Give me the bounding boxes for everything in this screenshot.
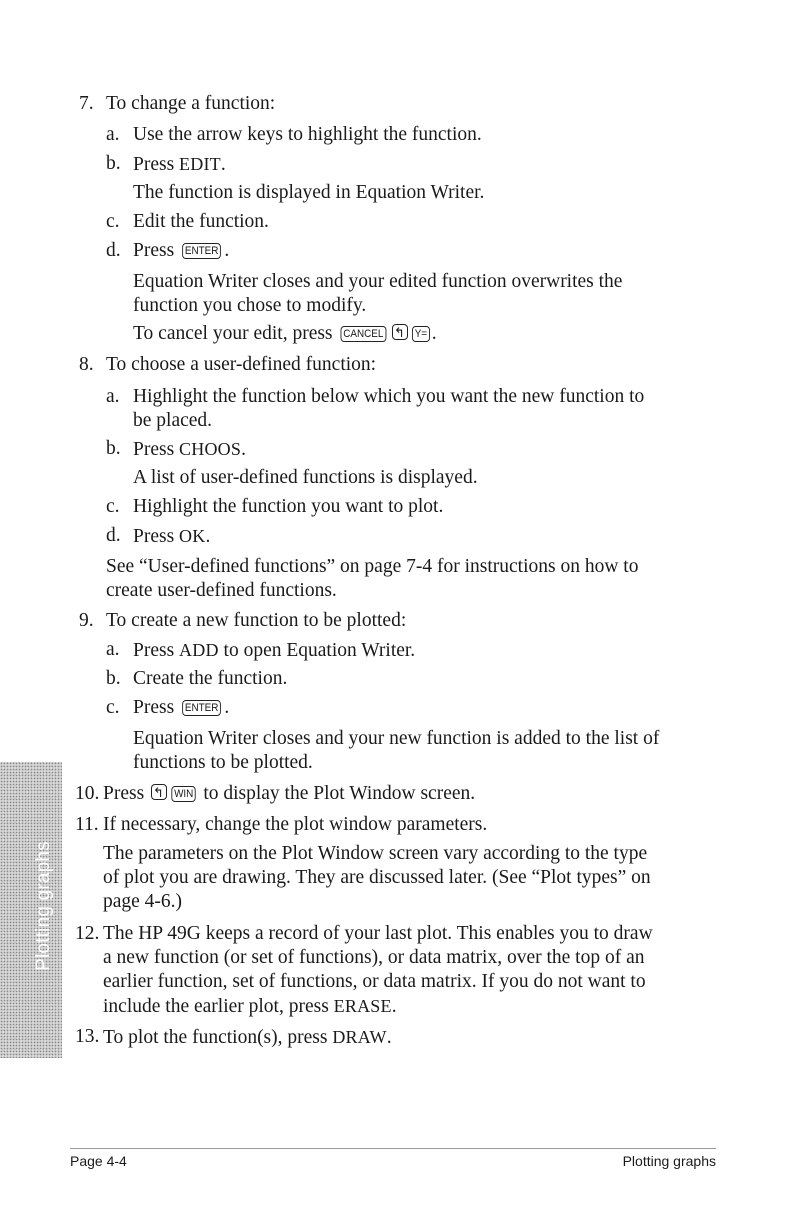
softkey-ok: OK bbox=[179, 526, 206, 546]
substep-note: Equation Writer closes and your new function is added to the list of bbox=[133, 728, 660, 749]
step-text: a new function (or set of functions), or data matrix, over the top of an bbox=[103, 947, 645, 968]
step-number: 8. bbox=[79, 354, 94, 375]
step-number: 11. bbox=[75, 814, 99, 835]
softkey-draw: DRAW bbox=[332, 1027, 387, 1047]
substep-note: The function is displayed in Equation Writer. bbox=[133, 182, 485, 203]
chapter-tab-label: Plotting graphs bbox=[33, 841, 54, 971]
footer-rule bbox=[70, 1148, 716, 1149]
substep-letter: c. bbox=[106, 697, 120, 718]
step-number: 7. bbox=[79, 93, 94, 114]
substep-letter: b. bbox=[106, 668, 121, 689]
softkey-choos: CHOOS bbox=[179, 439, 242, 459]
step-text: Press ↰WIN to display the Plot Window screen. bbox=[103, 782, 475, 806]
substep-letter: a. bbox=[106, 386, 120, 407]
step-text: The HP 49G keeps a record of your last plot. This enables you to draw bbox=[103, 923, 653, 944]
substep-text: Edit the function. bbox=[133, 211, 269, 232]
step-text: To change a function: bbox=[106, 93, 276, 114]
substep-text: be placed. bbox=[133, 410, 213, 431]
substep-note: Equation Writer closes and your edited function overwrites the bbox=[133, 271, 623, 292]
running-footer-title: Plotting graphs bbox=[622, 1153, 716, 1169]
softkey-add: ADD bbox=[179, 640, 219, 660]
step-text: To create a new function to be plotted: bbox=[106, 610, 407, 631]
substep-text: Press OK. bbox=[133, 526, 211, 547]
substep-note: functions to be plotted. bbox=[133, 752, 313, 773]
step-text: If necessary, change the plot window parameters. bbox=[103, 814, 488, 835]
step-number: 10. bbox=[75, 783, 100, 804]
substep-text: Press CHOOS. bbox=[133, 439, 246, 460]
substep-note: function you chose to modify. bbox=[133, 295, 367, 316]
cancel-key-icon: CANCEL bbox=[341, 326, 387, 342]
substep-note: A list of user-defined functions is displayed. bbox=[133, 467, 478, 488]
step-note: The parameters on the Plot Window screen vary according to the type bbox=[103, 843, 648, 864]
step-text: To choose a user-defined function: bbox=[106, 354, 377, 375]
page-number: Page 4-4 bbox=[70, 1153, 127, 1169]
substep-letter: b. bbox=[106, 438, 121, 459]
cross-reference: create user-defined functions. bbox=[106, 580, 337, 601]
substep-letter: c. bbox=[106, 496, 120, 517]
step-note: of plot you are drawing. They are discussed later. (See “Plot types” on bbox=[103, 867, 651, 888]
substep-letter: a. bbox=[106, 124, 120, 145]
substep-letter: c. bbox=[106, 211, 120, 232]
substep-text: Press ENTER . bbox=[133, 240, 230, 261]
step-note: page 4-6.) bbox=[103, 891, 183, 912]
win-key-icon: WIN bbox=[171, 786, 196, 802]
substep-text: Highlight the function below which you want the new function to bbox=[133, 386, 645, 407]
substep-letter: d. bbox=[106, 240, 121, 261]
substep-letter: d. bbox=[106, 525, 121, 546]
left-shift-key-icon bbox=[392, 324, 408, 340]
left-shift-key-icon bbox=[151, 784, 167, 800]
substep-text: Press EDIT. bbox=[133, 154, 226, 175]
substep-note: To cancel your edit, press CANCEL↰ Y= . bbox=[133, 322, 437, 346]
substep-text: Press ADD to open Equation Writer. bbox=[133, 640, 416, 661]
substep-letter: a. bbox=[106, 639, 120, 660]
y-equals-key-icon: Y= bbox=[412, 326, 430, 342]
substep-text: Use the arrow keys to highlight the function. bbox=[133, 124, 482, 145]
substep-text: Create the function. bbox=[133, 668, 288, 689]
cross-reference: See “User-defined functions” on page 7-4 for instructions on how to bbox=[106, 556, 639, 577]
step-text: To plot the function(s), press DRAW. bbox=[103, 1027, 392, 1048]
step-number: 12. bbox=[75, 923, 100, 944]
step-text: earlier function, set of functions, or data matrix. If you do not want to bbox=[103, 971, 646, 992]
step-text: include the earlier plot, press ERASE. bbox=[103, 996, 397, 1017]
substep-text: Highlight the function you want to plot. bbox=[133, 496, 444, 517]
step-number: 13. bbox=[75, 1026, 100, 1047]
substep-text: Press ENTER . bbox=[133, 697, 230, 718]
softkey-edit: EDIT bbox=[179, 154, 221, 174]
softkey-erase: ERASE bbox=[333, 996, 392, 1016]
step-number: 9. bbox=[79, 610, 94, 631]
enter-key-icon: ENTER bbox=[182, 700, 221, 716]
enter-key-icon: ENTER bbox=[182, 243, 221, 259]
substep-letter: b. bbox=[106, 153, 121, 174]
